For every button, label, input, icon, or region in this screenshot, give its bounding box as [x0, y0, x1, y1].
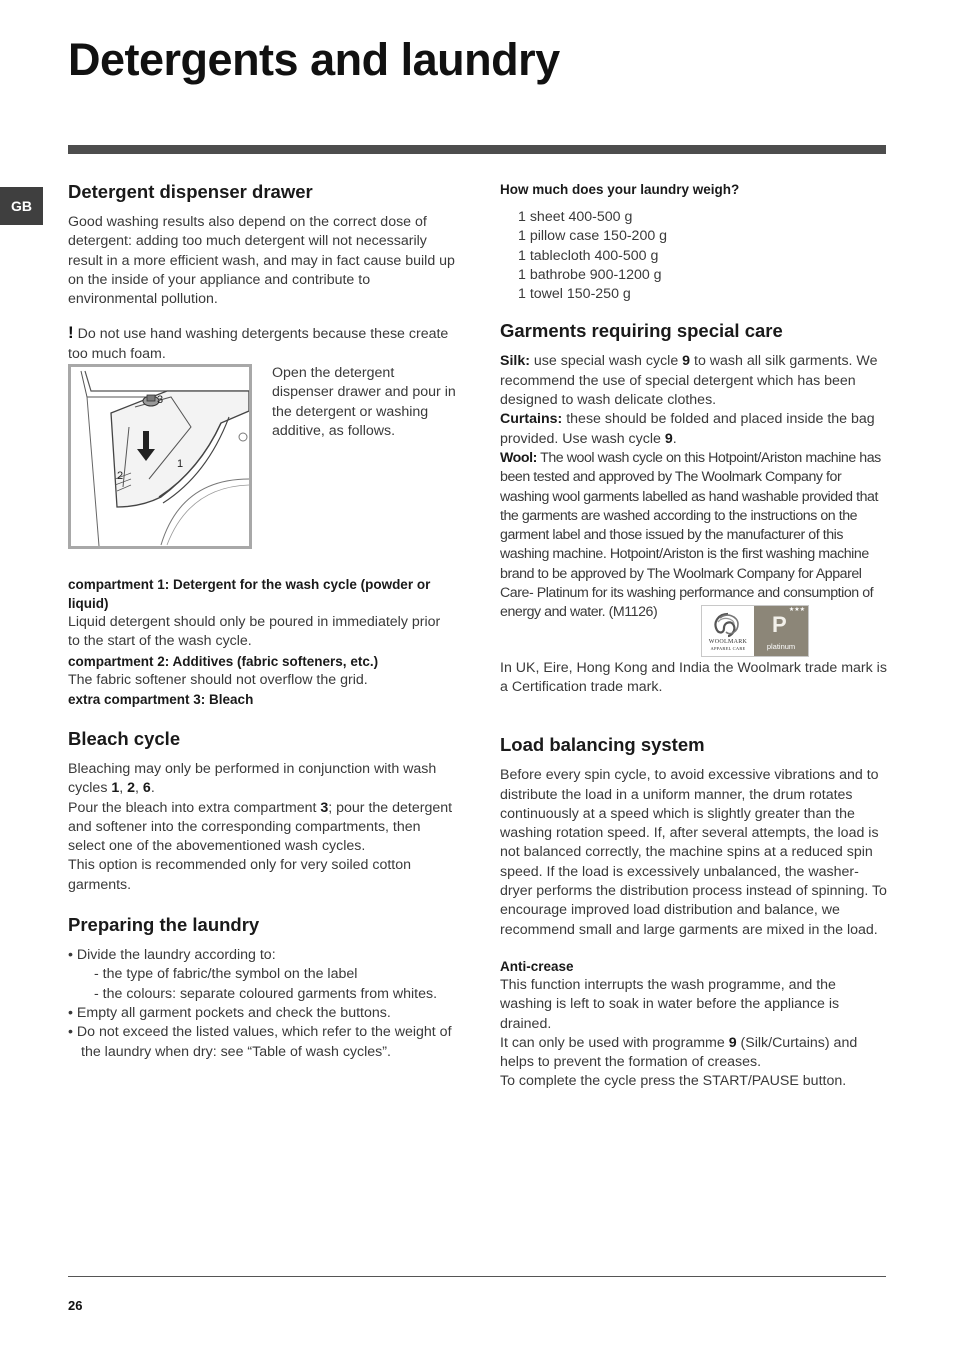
figure-label-1: 1 — [177, 458, 184, 471]
woolmark-logo — [702, 606, 754, 656]
compartment-3-title: extra compartment 3: Bleach — [68, 691, 254, 707]
weigh-list — [518, 208, 888, 304]
page-title: Detergents and laundry — [68, 34, 560, 85]
list-item: 1 sheet 400-500 g — [518, 209, 633, 225]
wool-paragraph: Wool: The wool wash cycle on this Hotpoint/Ariston machine has been tested and approved by The Woolmark Company for washing wool garments labelled as hand washable provided that the garments are washed according to the instructions on the garment label and those issued by the manufacturer of this washing machine. Hotpoint/Ariston is the first washing machine brand to be approved by The Woolmark Company for Apparel Care- Platinum for its washing performance and consumption of energy and water. (M1126) — [500, 449, 881, 621]
list-subitem: - the type of fabric/the symbol on the label — [94, 966, 358, 983]
page-number: 26 — [68, 1298, 83, 1313]
curtains-paragraph: Curtains: these should be folded and placed inside the bag provided. Use wash cycle 9. — [500, 411, 875, 447]
compartment-1-text: Liquid detergent should only be poured in immediately prior to the start of the wash cycle. — [68, 614, 441, 650]
bleach-section — [68, 727, 456, 895]
balancing-section — [500, 733, 888, 1091]
anticrease-text-3: To complete the cycle press the START/PAUSE button. — [500, 1073, 847, 1090]
balancing-heading: Load balancing system — [500, 734, 705, 756]
preparing-section — [68, 913, 456, 1062]
list-item: 1 bathrobe 900-1200 g — [518, 266, 662, 283]
platinum-p-icon: P — [772, 612, 787, 637]
dispenser-intro: Good washing results also depend on the correct dose of detergent: adding too much detergent will not necessarily result in a more efficient wash, and may in fact cause build up on the inside of your appliance and contribute to environmental pollution. — [68, 214, 455, 308]
language-tab: GB — [0, 187, 43, 225]
left-column — [68, 180, 456, 1062]
right-column — [500, 180, 888, 1092]
special-care-heading: Garments requiring special care — [500, 320, 783, 342]
silk-paragraph: Silk: use special wash cycle 9 to wash all silk garments. We recommend the use of special detergent which has been designed to wash delicate clothes. — [500, 353, 878, 409]
warning-icon: ! — [68, 323, 74, 343]
list-item: • Empty all garment pockets and check the buttons. — [68, 1004, 391, 1021]
anticrease-text-1: This function interrupts the wash programme, and the washing is left to soak in water before the appliance is drained. — [500, 976, 840, 1032]
dispenser-drawer-illustration — [68, 364, 252, 549]
balancing-text: Before every spin cycle, to avoid excessive vibrations and to distribute the load in a uniform manner, the drum rotates continuously at a speed which is slightly greater than the washing rotation speed. If, after several attempts, the load is not balanced correctly, the machine spins at a reduced spin speed. If the load is excessively unbalanced, the washer-dryer performs the distribution process instead of spinning. To encourage improved load distribution and balance, we recommend small and large garments are mixed in the load. — [500, 767, 887, 938]
compartment-2-title: compartment 2: Additives (fabric softeners, etc.) — [68, 653, 379, 669]
figure-label-3: 3 — [157, 394, 164, 407]
list-subitem: - the colours: separate coloured garments from whites. — [94, 985, 438, 1002]
list-item: 1 pillow case 150-200 g — [518, 228, 668, 245]
list-item: • Do not exceed the listed values, which refer to the weight of the laundry when dry: see “Table of wash cycles”. — [68, 1024, 452, 1060]
special-care-section — [500, 319, 888, 697]
woolmark-text: WOOLMARK — [708, 639, 748, 645]
platinum-text: platinum — [766, 642, 796, 651]
list-item: • Divide the laundry according to: - the type of fabric/the symbol on the label - the colours: separate coloured garments from whites. — [68, 946, 456, 1004]
woolmark-logos — [701, 605, 809, 657]
list-item: 1 tablecloth 400-500 g — [518, 247, 659, 264]
list-item: 1 towel 150-250 g — [518, 286, 631, 303]
dispenser-figure-row — [68, 364, 456, 549]
preparing-heading: Preparing the laundry — [68, 914, 260, 936]
star-icon: ★★★ — [788, 607, 805, 613]
dispenser-section — [68, 180, 456, 709]
bleach-line-2: Pour the bleach into extra compartment 3; pour the detergent and softener into the corresponding compartments, then select one of the abovementioned wash cycles. — [68, 799, 453, 855]
platinum-logo — [754, 606, 808, 656]
weigh-section — [500, 180, 888, 304]
preparing-list — [68, 946, 456, 1062]
top-divider — [68, 145, 886, 154]
dispenser-warning — [68, 323, 456, 364]
warning-text: Do not use hand washing detergents because these create too much foam. — [68, 326, 449, 362]
compartment-list — [68, 575, 456, 709]
bleach-line-1: Bleaching may only be performed in conjunction with wash cycles 1, 2, 6. — [68, 760, 437, 797]
woolmark-subtext: APPAREL CARE — [710, 646, 746, 651]
footer-divider — [68, 1276, 886, 1277]
compartment-2-text: The fabric softener should not overflow the grid. — [68, 671, 368, 688]
compartment-1-title: compartment 1: Detergent for the wash cycle (powder or liquid) — [68, 577, 431, 612]
bleach-line-3: This option is recommended only for very soiled cotton garments. — [68, 857, 412, 893]
anticrease-heading: Anti-crease — [500, 958, 574, 974]
dispenser-heading: Detergent dispenser drawer — [68, 181, 313, 202]
figure-label-2: 2 — [117, 470, 124, 483]
weigh-heading: How much does your laundry weigh? — [500, 182, 740, 197]
figure-caption: Open the detergent dispenser drawer and pour in the detergent or washing additive, as follows. — [272, 365, 456, 439]
bleach-heading: Bleach cycle — [68, 727, 181, 749]
anticrease-text-2: It can only be used with programme 9 (Silk/Curtains) and helps to prevent the formation of creases. — [500, 1034, 858, 1071]
trademark-note: In UK, Eire, Hong Kong and India the Woolmark trade mark is a Certification trade mark. — [500, 659, 887, 695]
